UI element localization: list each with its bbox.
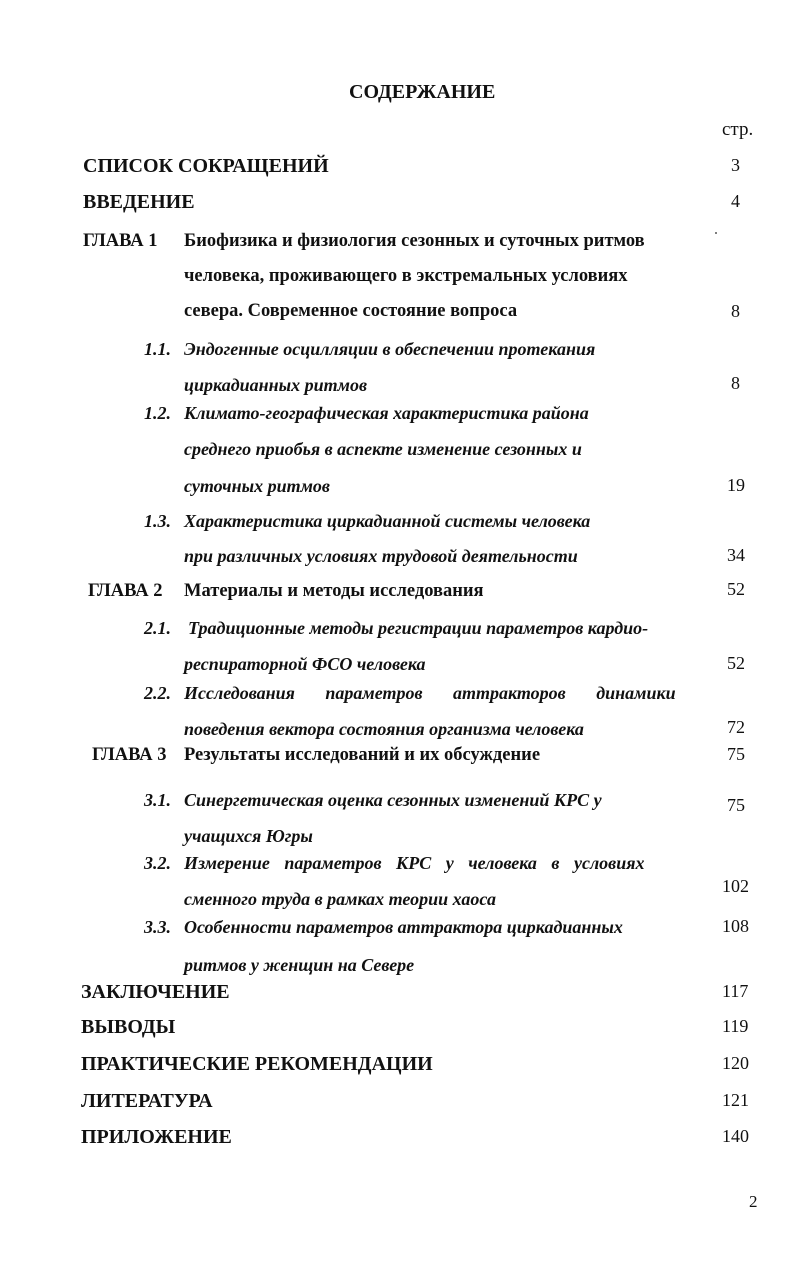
toc-page-literature: 121 (722, 1090, 749, 1110)
toc-section-number-3-2: 3.2. (144, 853, 171, 873)
toc-chapter-label-2: ГЛАВА 2 (88, 581, 163, 601)
toc-section-number-2-2: 2.2. (144, 683, 171, 703)
toc-section-1-2-line-1[interactable]: Климато-географическая характеристика района (184, 403, 589, 423)
toc-section-2-2-line-1[interactable]: Исследования параметров аттракторов динамики (184, 683, 676, 703)
toc-section-3-2-line-2[interactable]: сменного труда в рамках теории хаоса (184, 889, 496, 909)
toc-page-chapter-1: 8 (731, 301, 740, 321)
toc-section-number-1-3: 1.3. (144, 511, 171, 531)
toc-section-2-1-line-1[interactable]: Традиционные методы регистрации параметров кардио- (188, 618, 649, 638)
toc-section-number-1-1: 1.1. (144, 339, 171, 359)
toc-page-section-1-1: 8 (731, 373, 740, 393)
toc-section-1-1-line-2[interactable]: циркадианных ритмов (184, 375, 367, 395)
toc-entry-findings[interactable]: ВЫВОДЫ (81, 1016, 176, 1038)
toc-chapter-title-1-line-1[interactable]: Биофизика и физиология сезонных и суточных ритмов (184, 231, 645, 251)
toc-entry-practical-recommendations[interactable]: ПРАКТИЧЕСКИЕ РЕКОМЕНДАЦИИ (81, 1053, 433, 1075)
toc-section-3-1-line-1[interactable]: Синергетическая оценка сезонных изменений КРС у (184, 790, 602, 810)
toc-section-3-2-line-1[interactable]: Измерение параметров КРС у человека в условиях (184, 853, 645, 873)
toc-section-number-3-3: 3.3. (144, 917, 171, 937)
page-title: СОДЕРЖАНИЕ (349, 81, 496, 103)
toc-section-number-1-2: 1.2. (144, 403, 171, 423)
toc-page-section-3-2: 102 (722, 876, 749, 896)
toc-entry-appendix[interactable]: ПРИЛОЖЕНИЕ (81, 1126, 232, 1148)
toc-chapter-label-1: ГЛАВА 1 (83, 231, 158, 251)
toc-page-section-1-2: 19 (727, 475, 745, 495)
toc-page-section-3-3: 108 (722, 916, 749, 936)
toc-page-findings: 119 (722, 1016, 749, 1036)
toc-page-section-3-1: 75 (727, 795, 745, 815)
toc-page-appendix: 140 (722, 1126, 749, 1146)
toc-chapter-title-1-line-3[interactable]: севера. Современное состояние вопроса (184, 301, 518, 321)
toc-section-1-3-line-1[interactable]: Характеристика циркадианной системы человека (184, 511, 591, 531)
toc-entry-literature[interactable]: ЛИТЕРАТУРА (81, 1090, 213, 1112)
toc-page-section-1-3: 34 (727, 545, 745, 565)
toc-page-section-2-2: 72 (727, 717, 745, 737)
page-column-header: стр. (722, 119, 754, 140)
toc-section-1-1-line-1[interactable]: Эндогенные осцилляции в обеспечении протекания (184, 339, 596, 359)
toc-entry-introduction[interactable]: ВВЕДЕНИЕ (83, 191, 195, 213)
toc-page-chapter-2: 52 (727, 579, 745, 599)
toc-page-practical-recommendations: 120 (722, 1053, 749, 1073)
toc-section-1-2-line-3[interactable]: суточных ритмов (184, 476, 330, 496)
toc-section-3-1-line-2[interactable]: учащихся Югры (184, 826, 313, 846)
speck (715, 232, 717, 234)
toc-page-section-2-1: 52 (727, 653, 745, 673)
page-number: 2 (749, 1192, 758, 1211)
toc-entry-conclusion[interactable]: ЗАКЛЮЧЕНИЕ (81, 981, 230, 1003)
toc-chapter-title-2-line-1[interactable]: Материалы и методы исследования (184, 581, 484, 601)
toc-chapter-title-3-line-1[interactable]: Результаты исследований и их обсуждение (184, 745, 541, 765)
toc-section-3-3-line-1[interactable]: Особенности параметров аттрактора циркадианных (184, 917, 623, 937)
toc-page-introduction: 4 (731, 191, 740, 211)
toc-entry-abbreviations[interactable]: СПИСОК СОКРАЩЕНИЙ (83, 155, 329, 177)
toc-section-2-1-line-2[interactable]: респираторной ФСО человека (184, 654, 426, 674)
toc-section-2-2-line-2[interactable]: поведения вектора состояния организма человека (184, 719, 584, 739)
toc-section-1-2-line-2[interactable]: среднего приобья в аспекте изменение сезонных и (184, 439, 582, 459)
toc-chapter-title-1-line-2[interactable]: человека, проживающего в экстремальных условиях (184, 266, 628, 286)
toc-page-abbreviations: 3 (731, 155, 740, 175)
toc-page-conclusion: 117 (722, 981, 749, 1001)
toc-section-number-2-1: 2.1. (144, 618, 171, 638)
toc-page-chapter-3: 75 (727, 744, 745, 764)
toc-section-number-3-1: 3.1. (144, 790, 171, 810)
toc-chapter-label-3: ГЛАВА 3 (92, 745, 167, 765)
toc-section-3-3-line-2[interactable]: ритмов у женщин на Севере (184, 955, 415, 975)
toc-section-1-3-line-2[interactable]: при различных условиях трудовой деятельности (184, 546, 578, 566)
